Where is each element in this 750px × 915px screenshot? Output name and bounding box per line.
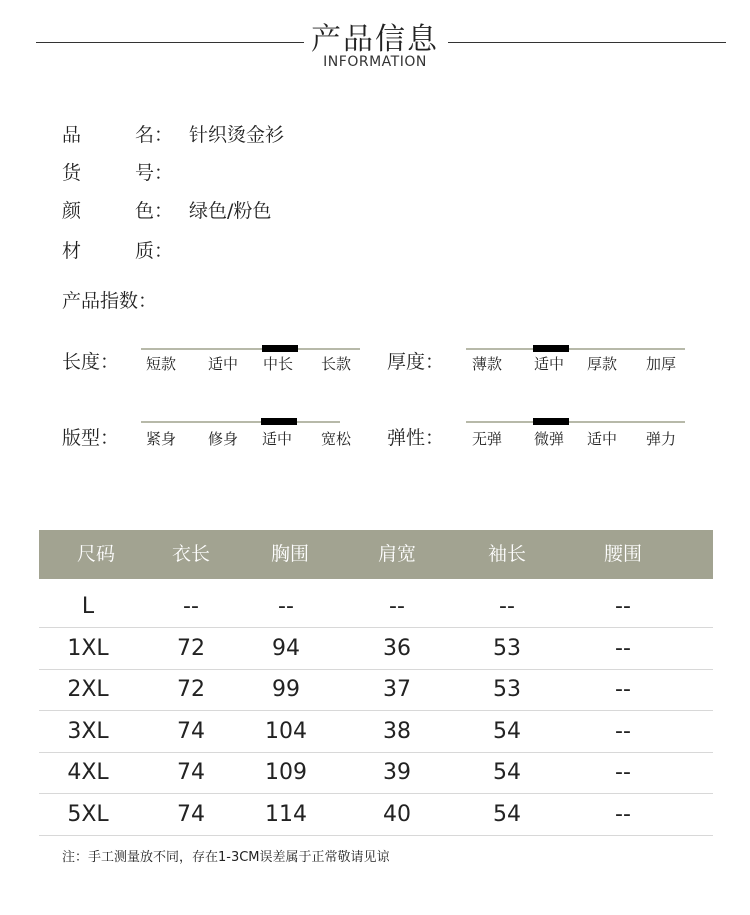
table-cell: -- [615, 718, 631, 744]
table-cell: 39 [383, 760, 411, 786]
table-cell: 114 [265, 802, 307, 827]
table-cell: 4XL [67, 760, 109, 786]
index-scale-line [466, 348, 685, 350]
product-index-title: 产品指数： [62, 290, 158, 312]
table-cell: 74 [177, 802, 205, 827]
table-cell: -- [615, 677, 631, 703]
index-option: 无弹 [472, 430, 503, 448]
table-cell: 54 [493, 802, 521, 827]
table-cell: 54 [493, 718, 521, 744]
index-option: 长款 [321, 355, 352, 373]
info-label-first: 货 [62, 162, 82, 184]
column-header-waist: 腰围 [603, 543, 642, 565]
table-cell: 72 [177, 635, 205, 661]
info-label-second: 号： [135, 162, 174, 184]
table-cell: 40 [383, 802, 411, 827]
index-scale-line [141, 421, 340, 423]
index-selected-marker [533, 345, 569, 352]
table-cell: 54 [493, 760, 521, 786]
size-table-header [39, 530, 713, 579]
table-cell: 36 [383, 635, 411, 661]
column-header-size: 尺码 [76, 543, 115, 565]
table-cell: 38 [383, 718, 411, 744]
index-option: 中长 [263, 355, 294, 373]
table-cell: 94 [272, 635, 300, 661]
info-label-second: 色： [135, 200, 174, 222]
info-label-first: 颜 [62, 200, 82, 222]
index-option: 加厚 [646, 355, 677, 373]
index-label: 厚度： [387, 351, 445, 373]
table-cell: 5XL [67, 802, 109, 827]
info-label-first: 品 [62, 124, 82, 146]
table-cell: 37 [383, 677, 411, 703]
table-cell: -- [183, 594, 199, 619]
table-cell: 74 [177, 718, 205, 744]
index-label: 弹性： [387, 427, 445, 449]
index-option: 厚款 [587, 355, 618, 373]
table-row [39, 752, 713, 794]
page-title: 产品信息 [311, 22, 439, 57]
table-cell: -- [615, 594, 631, 619]
table-cell: -- [615, 760, 631, 786]
index-option: 适中 [534, 355, 565, 373]
index-selected-marker [262, 345, 298, 352]
info-value: 绿色/粉色 [189, 200, 272, 222]
table-cell: 2XL [67, 677, 109, 703]
column-header-chest: 胸围 [270, 543, 309, 565]
table-cell: -- [615, 635, 631, 661]
info-value: 针织烫金衫 [189, 124, 285, 146]
index-option: 弹力 [646, 430, 677, 448]
table-cell: 1XL [67, 635, 109, 661]
index-option: 紧身 [146, 430, 177, 448]
page-subtitle: INFORMATION [323, 54, 427, 70]
index-selected-marker [261, 418, 297, 425]
table-cell: 3XL [67, 718, 109, 744]
index-selected-marker [533, 418, 569, 425]
index-scale-line [466, 421, 685, 423]
info-label-second: 名： [135, 124, 174, 146]
index-option: 适中 [262, 430, 293, 448]
table-cell: 72 [177, 677, 205, 703]
table-cell: -- [389, 594, 405, 619]
index-option: 适中 [208, 355, 239, 373]
column-header-length: 衣长 [171, 543, 210, 565]
table-cell: L [81, 594, 95, 619]
table-row [39, 794, 713, 836]
index-option: 薄款 [472, 355, 503, 373]
index-option: 微弹 [534, 430, 565, 448]
table-cell: -- [615, 802, 631, 827]
index-scale-line [141, 348, 360, 350]
index-option: 修身 [208, 430, 239, 448]
index-option: 适中 [587, 430, 618, 448]
table-row [39, 711, 713, 753]
measurement-note: 注：手工测量放不同，存在1-3CM误差属于正常敬请见谅 [62, 850, 390, 865]
info-label-first: 材 [62, 240, 82, 262]
table-row [39, 586, 713, 628]
table-cell: 104 [265, 718, 307, 744]
table-cell: -- [499, 594, 515, 619]
size-table [39, 530, 713, 830]
index-option: 宽松 [321, 430, 352, 448]
column-header-sleeve: 袖长 [487, 543, 526, 565]
row-divider [39, 835, 713, 836]
info-label-second: 质： [135, 240, 174, 262]
index-label: 版型： [62, 427, 120, 449]
table-cell: 99 [272, 677, 300, 703]
table-cell: 109 [265, 760, 307, 786]
table-cell: 53 [493, 677, 521, 703]
table-row [39, 669, 713, 711]
table-cell: -- [278, 594, 294, 619]
column-header-shoulder: 肩宽 [377, 543, 416, 565]
table-cell: 53 [493, 635, 521, 661]
index-option: 短款 [146, 355, 177, 373]
table-row [39, 628, 713, 670]
table-cell: 74 [177, 760, 205, 786]
index-label: 长度： [62, 351, 120, 373]
